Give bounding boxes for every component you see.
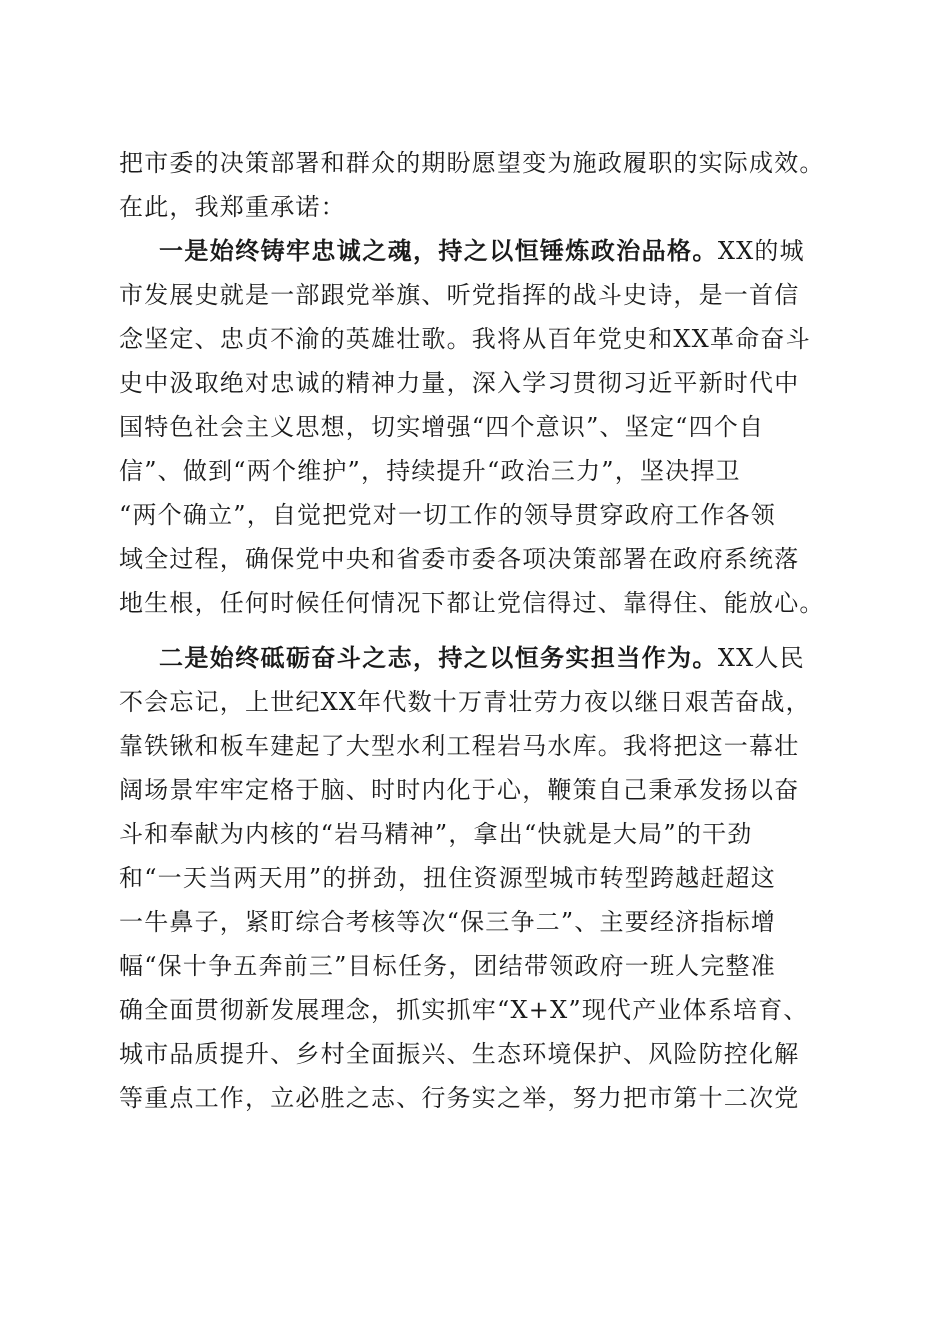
text-line: 一牛鼻子，紧盯综合考核等次“保三争二”、主要经济指标增 (119, 908, 776, 936)
text-line: 斗和奉献为内核的“岩马精神”，拿出“快就是大局”的干劲 (119, 820, 753, 848)
text-line: 等重点工作，立必胜之志、行务实之举，努力把市第十二次党 (119, 1084, 800, 1112)
text-line: 在此，我郑重承诺： (119, 193, 346, 221)
text-line: 阔场景牢牢定格于脑、时时内化于心，鞭策自己秉承发扬以奋 (119, 776, 800, 804)
text-line: 信”、做到“两个维护”，持续提升“政治三力”，坚决捍卫 (119, 457, 741, 485)
text-line: 域全过程，确保党中央和省委市委各项决策部署在政府系统落 (119, 545, 800, 573)
text-line: 不会忘记，上世纪XX年代数十万青壮劳力夜以继日艰苦奋战， (119, 688, 811, 716)
paragraph-heading: 一是始终铸牢忠诚之魂，持之以恒锤炼政治品格。 (159, 237, 718, 265)
text-line: 把市委的决策部署和群众的期盼愿望变为施政履职的实际成效。 (119, 149, 825, 177)
text-line: 城市品质提升、乡村全面振兴、生态环境保护、风险防控化解 (119, 1040, 800, 1068)
text-line: 市发展史就是一部跟党举旗、听党指挥的战斗史诗，是一首信 (119, 281, 800, 309)
paragraph-heading-line: 一是始终铸牢忠诚之魂，持之以恒锤炼政治品格。XX的城 (159, 237, 805, 265)
text-line: 确全面贯彻新发展理念，抓实抓牢“X+X”现代产业体系培育、 (119, 996, 809, 1024)
text-line: 幅“保十争五奔前三”目标任务，团结带领政府一班人完整准 (119, 952, 776, 980)
paragraph-heading: 二是始终砥砺奋斗之志，持之以恒务实担当作为。 (159, 644, 718, 672)
text-line: 国特色社会主义思想，切实增强“四个意识”、坚定“四个自 (119, 413, 765, 441)
text-line: 史中汲取绝对忠诚的精神力量，深入学习贯彻习近平新时代中 (119, 369, 800, 397)
text-line: 地生根，任何时候任何情况下都让党信得过、靠得住、能放心。 (119, 589, 825, 617)
text-line: 和“一天当两天用”的拼劲，扭住资源型城市转型跨越赶超这 (119, 864, 776, 892)
text-line: “两个确立”，自觉把党对一切工作的领导贯穿政府工作各领 (119, 501, 776, 529)
text-line: 念坚定、忠贞不渝的英雄壮歌。我将从百年党史和XX革命奋斗 (119, 325, 811, 353)
text-line: 靠铁锹和板车建起了大型水利工程岩马水库。我将把这一幕壮 (119, 732, 800, 760)
paragraph-heading-line: 二是始终砥砺奋斗之志，持之以恒务实担当作为。XX人民 (159, 644, 805, 672)
